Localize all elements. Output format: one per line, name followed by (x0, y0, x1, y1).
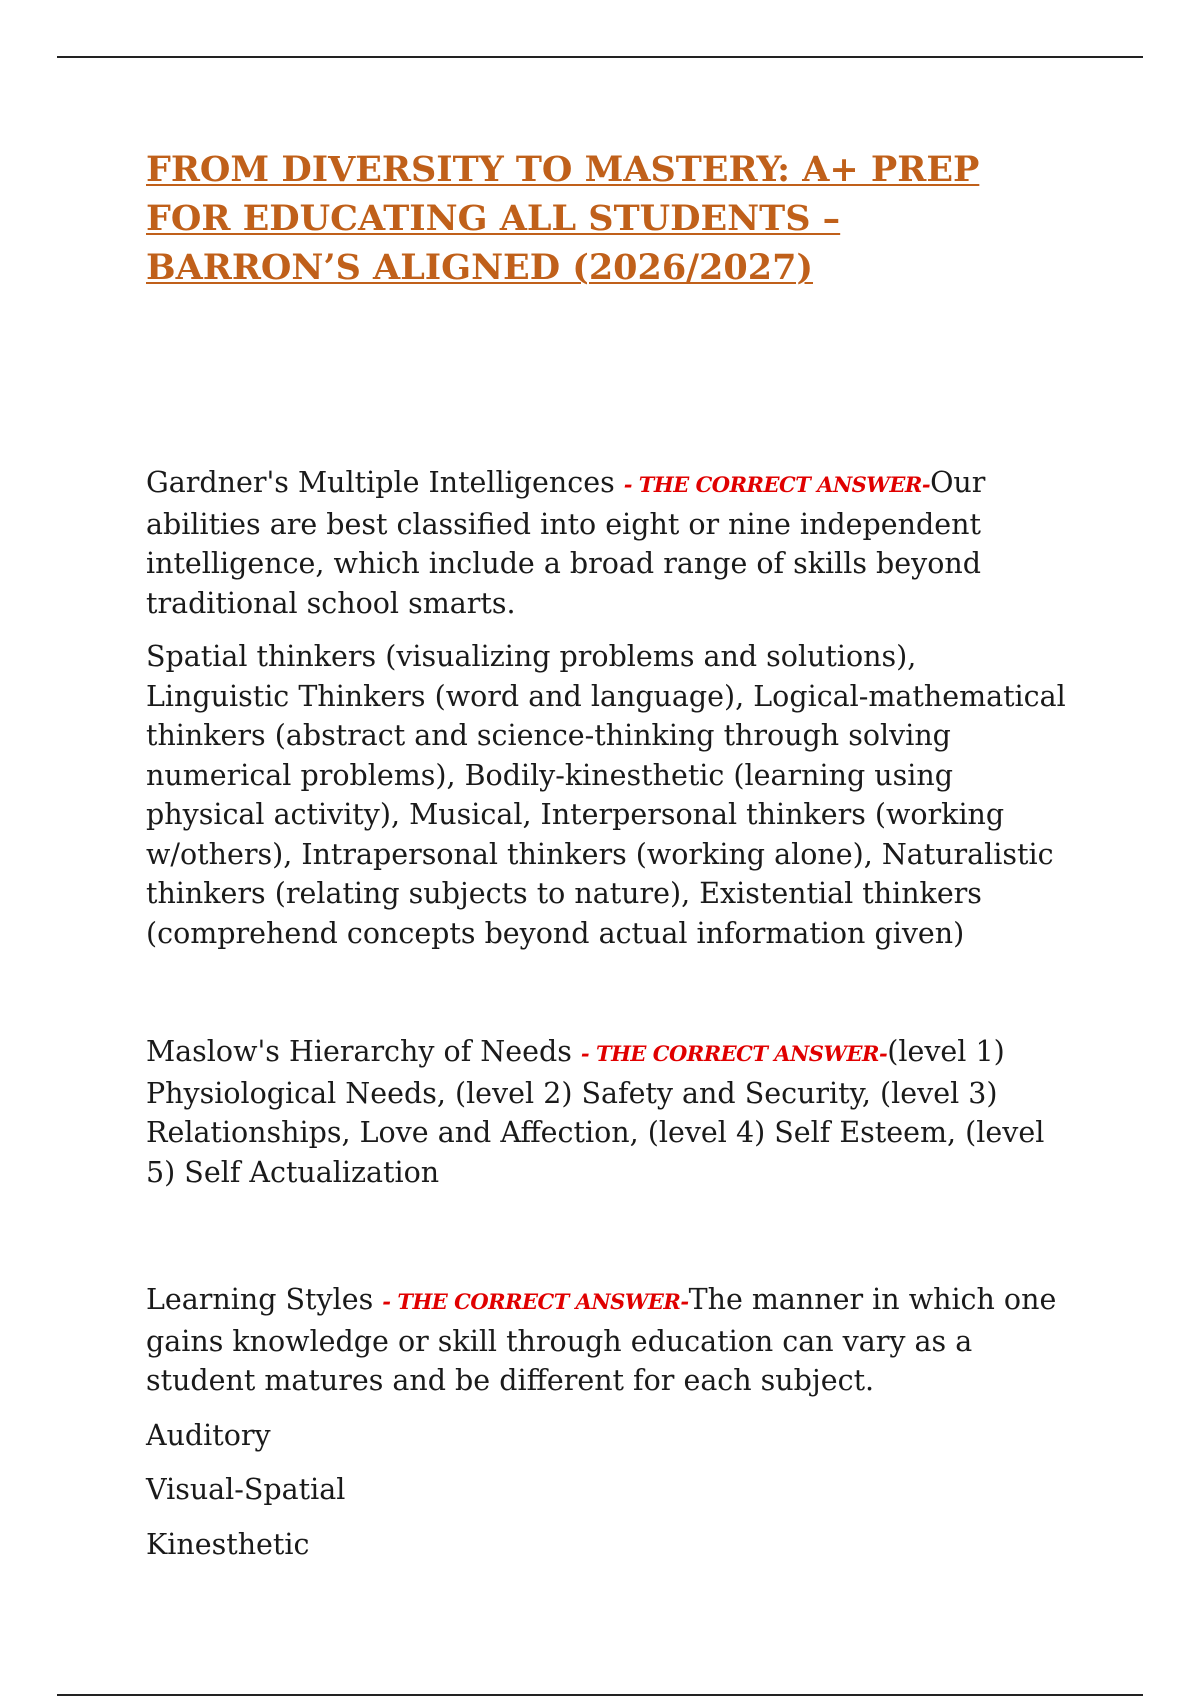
entry-answer: The manner in which one gains knowledge or skill through education can vary as a student matures and be different for each subject. (146, 1283, 1057, 1397)
document-body (146, 145, 1066, 1564)
learning-style-item: Kinesthetic (146, 1527, 310, 1561)
learning-style-item: Auditory (146, 1418, 271, 1452)
entry-answer: (level 1) Physiological Needs, (level 2) Safety and Security, (level 3) Relationships, Love and Affection, (level 4) Self Esteem, (level 5) Self Actualization (146, 1035, 1045, 1189)
title-line-1: FROM DIVERSITY TO MASTERY: A+ PREP (146, 149, 980, 190)
top-rule (57, 56, 1143, 58)
document-title (146, 145, 1066, 292)
entry-answer: Our abilities are best classified into eight or nine independent intelligence, which include a broad range of skills beyond traditional school smarts. (146, 466, 986, 620)
entry-term: Learning Styles (146, 1283, 374, 1316)
qa-entry-maslow (146, 1032, 1066, 1192)
title-line-3: BARRON’S ALIGNED (2026/2027) (146, 247, 813, 288)
qa-paragraph (146, 1280, 1066, 1401)
entry-term: Gardner's Multiple Intelligences (146, 466, 615, 499)
entry-detail: Spatial thinkers (visualizing problems and solutions), Linguistic Thinkers (word and language), Logical-mathematical thinkers (abstract and science-thinking through solving numerical problems), Bodily-kinesthetic (learning using physical activity), Musical, Interpersonal thinkers (working w/others), Intrapersonal thinkers (working alone), Naturalistic thinkers (relating subjects to nature), Existential thinkers (comprehend concepts beyond actual information given) (146, 640, 1066, 950)
correct-answer-tag: - THE CORRECT ANSWER- (382, 1289, 689, 1314)
learning-style-item: Visual-Spatial (146, 1473, 346, 1506)
title-line-2: FOR EDUCATING ALL STUDENTS – (146, 198, 841, 239)
bottom-rule (57, 1694, 1143, 1696)
qa-entry-learning-styles (146, 1280, 1066, 1564)
qa-entry-gardner (146, 463, 1066, 953)
correct-answer-tag: - THE CORRECT ANSWER- (580, 1041, 888, 1066)
qa-paragraph (146, 463, 1066, 623)
entry-term: Maslow's Hierarchy of Needs (146, 1035, 572, 1068)
qa-paragraph (146, 1032, 1066, 1192)
correct-answer-tag: - THE CORRECT ANSWER- (623, 472, 931, 497)
